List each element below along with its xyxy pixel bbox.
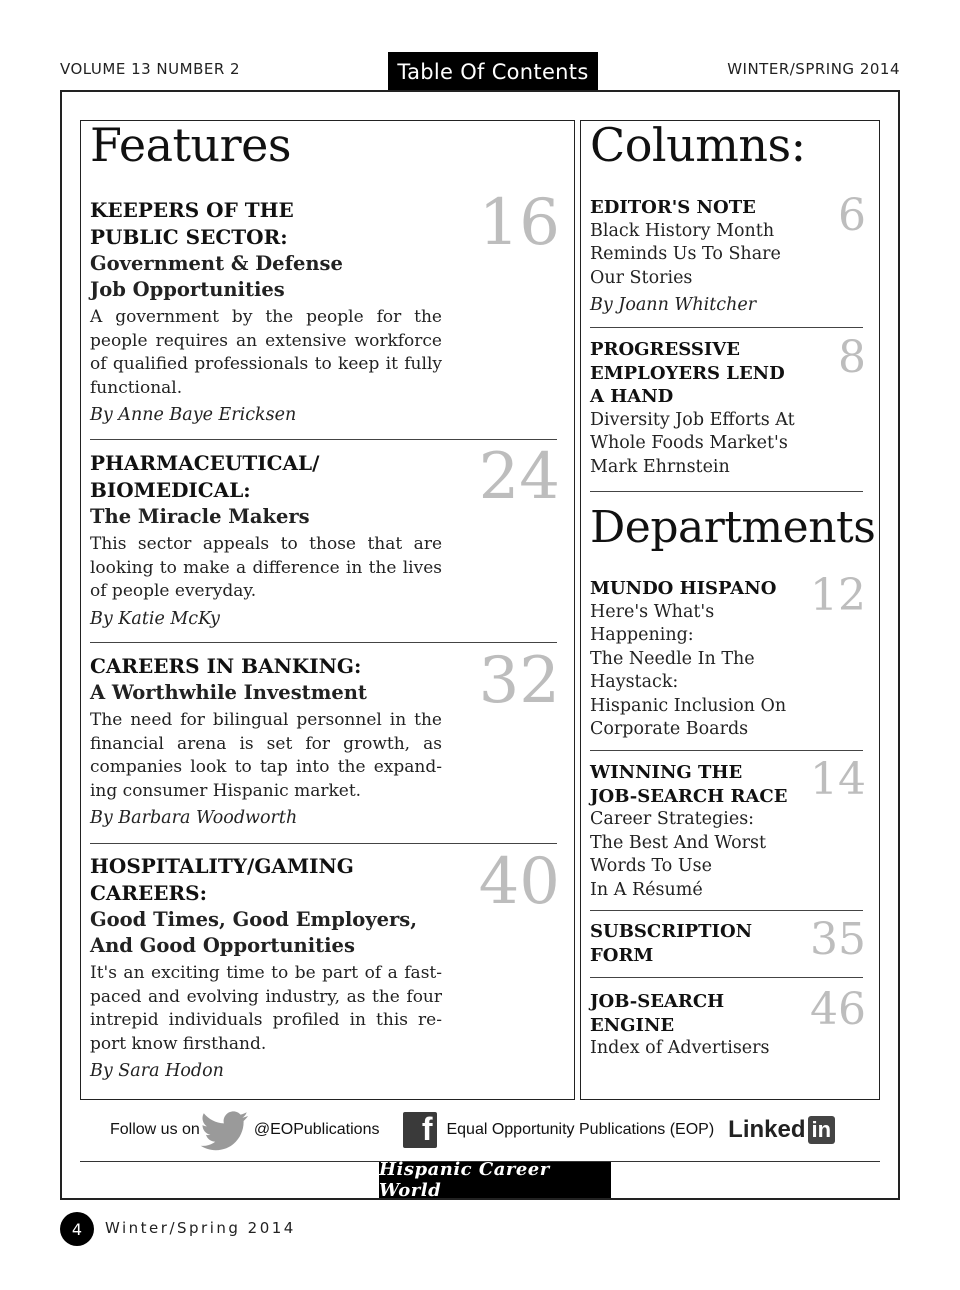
column-page-number: 6 [838, 190, 866, 241]
facebook-label[interactable]: Equal Opportunity Publications (EOP) [446, 1121, 715, 1138]
feature-page-number: 24 [478, 440, 560, 514]
department-description: Here's What's Happening: The Needle In The Haystack: Hispanic Inclusion On Corporate Boards [590, 601, 787, 739]
volume-label: VOLUME 13 NUMBER 2 [60, 60, 241, 78]
feature-page-number: 32 [478, 644, 560, 718]
feature-kicker: HOSPITALITY/GAMING CAREERS: [90, 854, 354, 905]
publication-tab: Hispanic Career World [379, 1162, 611, 1198]
columns-title: Columns: [590, 118, 806, 172]
departments-title: Departments [590, 502, 876, 553]
linkedin-word: Linked [728, 1116, 806, 1143]
divider [590, 910, 863, 911]
feature-item[interactable] [90, 653, 442, 828]
column-description: Black History Month Reminds Us To Share Our Stories [590, 220, 781, 288]
linkedin-in-icon: in [808, 1116, 836, 1144]
column-item[interactable] [590, 338, 830, 479]
divider [590, 491, 863, 492]
feature-description: This sector appeals to those that are looking to make a difference in the lives of people everyday. [90, 534, 442, 601]
feature-item[interactable] [90, 450, 442, 629]
feature-description: It's an exciting time to be part of a fast-paced and evolving industry, as the four intrepid individuals profiled in this re-port know firsthand. [90, 963, 442, 1054]
feature-kicker: CAREERS IN BANKING: [90, 654, 362, 678]
feature-page-number: 40 [478, 845, 560, 919]
department-kicker: JOB-SEARCH ENGINE [590, 991, 725, 1036]
divider [590, 327, 863, 328]
feature-subtitle: The Miracle Makers [90, 505, 310, 528]
department-item[interactable] [590, 920, 830, 967]
department-item[interactable] [590, 577, 830, 742]
department-kicker: WINNING THE JOB-SEARCH RACE [590, 762, 788, 807]
twitter-bird-icon[interactable] [200, 1108, 252, 1152]
follow-label: Follow us on [110, 1121, 200, 1138]
feature-byline: By Barbara Woodworth [90, 808, 298, 828]
page-number-badge: 4 [60, 1212, 94, 1246]
column-description: Diversity Job Efforts At Whole Foods Market's Mark Ehrnstein [590, 409, 795, 477]
column-page-number: 8 [838, 332, 866, 383]
department-kicker: MUNDO HISPANO [590, 578, 777, 599]
linkedin-logo[interactable] [728, 1116, 835, 1144]
department-page-number: 46 [810, 984, 866, 1035]
feature-subtitle: Good Times, Good Employers, And Good Opportunities [90, 908, 418, 957]
divider [90, 642, 557, 643]
twitter-handle[interactable]: @EOPublications [253, 1121, 380, 1138]
department-page-number: 12 [810, 570, 866, 621]
feature-kicker: KEEPERS OF THE PUBLIC SECTOR: [90, 198, 294, 249]
department-kicker: SUBSCRIPTION FORM [590, 921, 753, 966]
column-kicker: PROGRESSIVE EMPLOYERS LEND A HAND [590, 339, 785, 407]
department-item[interactable] [590, 990, 830, 1061]
feature-byline: By Sara Hodon [90, 1061, 224, 1081]
social-bar [110, 1108, 835, 1152]
feature-item[interactable] [90, 197, 442, 425]
department-item[interactable] [590, 761, 830, 902]
divider [590, 977, 863, 978]
column-kicker: EDITOR'S NOTE [590, 197, 756, 218]
feature-kicker: PHARMACEUTICAL/ BIOMEDICAL: [90, 451, 320, 502]
department-description: Career Strategies: The Best And Worst Words To Use In A Résumé [590, 809, 767, 900]
footer-issue: Winter/Spring 2014 [105, 1219, 296, 1237]
issue-label: WINTER/SPRING 2014 [727, 60, 900, 78]
feature-subtitle: Government & Defense Job Opportunities [90, 252, 343, 301]
features-title: Features [90, 118, 291, 172]
toc-tab: Table Of Contents [388, 52, 598, 92]
feature-byline: By Katie McKy [90, 608, 220, 629]
facebook-icon[interactable]: f [403, 1112, 437, 1148]
department-description: Index of Advertisers [590, 1038, 770, 1058]
feature-item[interactable] [90, 853, 442, 1081]
column-byline: By Joann Whitcher [590, 295, 757, 315]
divider [90, 843, 557, 844]
feature-description: A government by the people for the people requires an extensive workforce of qualified professionals to keep it fully functional. [90, 307, 442, 398]
department-page-number: 14 [810, 754, 866, 805]
feature-subtitle: A Worthwhile Investment [90, 681, 367, 704]
feature-page-number: 16 [478, 186, 560, 260]
column-item[interactable] [590, 196, 830, 315]
divider [590, 750, 863, 751]
feature-byline: By Anne Baye Ericksen [90, 405, 297, 425]
feature-description: The need for bilingual personnel in the financial arena is set for growth, as companies look to tap into the expand-ing consumer Hispanic market. [90, 710, 442, 801]
department-page-number: 35 [810, 914, 866, 965]
